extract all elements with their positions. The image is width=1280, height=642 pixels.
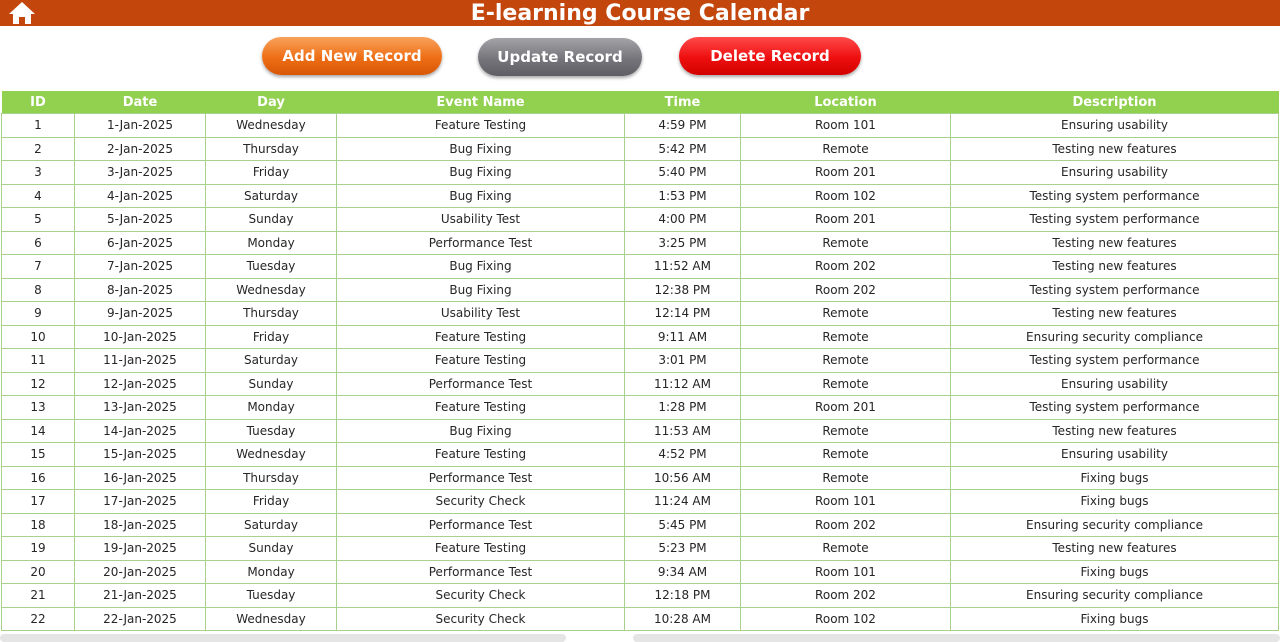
cell-event-name[interactable]: Security Check <box>337 584 625 608</box>
cell-location[interactable]: Room 202 <box>741 584 951 608</box>
add-new-record-button[interactable]: Add New Record <box>262 37 442 75</box>
column-header-event-name[interactable]: Event Name <box>337 91 625 114</box>
cell-date[interactable]: 11-Jan-2025 <box>75 349 206 373</box>
cell-location[interactable]: Remote <box>741 372 951 396</box>
cell-location[interactable]: Room 201 <box>741 208 951 232</box>
cell-date[interactable]: 3-Jan-2025 <box>75 161 206 185</box>
cell-day[interactable]: Sunday <box>206 208 337 232</box>
cell-id[interactable]: 19 <box>2 537 75 561</box>
table-row[interactable] <box>2 607 1279 631</box>
column-header-id[interactable]: ID <box>2 91 75 114</box>
cell-id[interactable]: 4 <box>2 184 75 208</box>
cell-time[interactable]: 12:18 PM <box>625 584 741 608</box>
cell-id[interactable]: 1 <box>2 114 75 138</box>
cell-date[interactable]: 15-Jan-2025 <box>75 443 206 467</box>
cell-location[interactable]: Remote <box>741 443 951 467</box>
cell-event-name[interactable]: Security Check <box>337 490 625 514</box>
title-bar <box>0 0 1280 26</box>
cell-id[interactable]: 16 <box>2 466 75 490</box>
cell-event-name[interactable]: Feature Testing <box>337 396 625 420</box>
horizontal-scrollbar-right[interactable] <box>633 634 1280 642</box>
cell-time[interactable]: 5:40 PM <box>625 161 741 185</box>
table-row[interactable] <box>2 278 1279 302</box>
cell-time[interactable]: 1:53 PM <box>625 184 741 208</box>
table-row[interactable] <box>2 325 1279 349</box>
table-row[interactable] <box>2 443 1279 467</box>
cell-event-name[interactable]: Performance Test <box>337 372 625 396</box>
cell-event-name[interactable]: Feature Testing <box>337 537 625 561</box>
cell-event-name[interactable]: Security Check <box>337 607 625 631</box>
cell-day[interactable]: Saturday <box>206 513 337 537</box>
cell-time[interactable]: 3:25 PM <box>625 231 741 255</box>
cell-date[interactable]: 21-Jan-2025 <box>75 584 206 608</box>
cell-date[interactable]: 17-Jan-2025 <box>75 490 206 514</box>
table-row[interactable] <box>2 137 1279 161</box>
cell-event-name[interactable]: Performance Test <box>337 231 625 255</box>
table-row[interactable] <box>2 466 1279 490</box>
cell-date[interactable]: 10-Jan-2025 <box>75 325 206 349</box>
cell-event-name[interactable]: Bug Fixing <box>337 278 625 302</box>
table-row[interactable] <box>2 161 1279 185</box>
cell-id[interactable]: 21 <box>2 584 75 608</box>
cell-description[interactable]: Testing new features <box>951 302 1279 326</box>
cell-location[interactable]: Room 201 <box>741 396 951 420</box>
cell-location[interactable]: Room 102 <box>741 184 951 208</box>
cell-description[interactable]: Fixing bugs <box>951 607 1279 631</box>
cell-id[interactable]: 7 <box>2 255 75 279</box>
cell-day[interactable]: Tuesday <box>206 419 337 443</box>
column-header-location[interactable]: Location <box>741 91 951 114</box>
table-row[interactable] <box>2 114 1279 138</box>
cell-day[interactable]: Friday <box>206 490 337 514</box>
cell-id[interactable]: 22 <box>2 607 75 631</box>
cell-description[interactable]: Testing system performance <box>951 184 1279 208</box>
cell-date[interactable]: 7-Jan-2025 <box>75 255 206 279</box>
cell-id[interactable]: 2 <box>2 137 75 161</box>
table-row[interactable] <box>2 302 1279 326</box>
cell-description[interactable]: Testing new features <box>951 537 1279 561</box>
cell-location[interactable]: Room 101 <box>741 490 951 514</box>
cell-day[interactable]: Monday <box>206 560 337 584</box>
cell-date[interactable]: 4-Jan-2025 <box>75 184 206 208</box>
cell-day[interactable]: Thursday <box>206 466 337 490</box>
table-row[interactable] <box>2 537 1279 561</box>
cell-event-name[interactable]: Bug Fixing <box>337 419 625 443</box>
cell-time[interactable]: 5:23 PM <box>625 537 741 561</box>
cell-event-name[interactable]: Performance Test <box>337 560 625 584</box>
cell-time[interactable]: 9:34 AM <box>625 560 741 584</box>
cell-time[interactable]: 4:00 PM <box>625 208 741 232</box>
cell-description[interactable]: Testing system performance <box>951 396 1279 420</box>
column-header-description[interactable]: Description <box>951 91 1279 114</box>
cell-day[interactable]: Wednesday <box>206 607 337 631</box>
cell-location[interactable]: Remote <box>741 537 951 561</box>
cell-location[interactable]: Room 202 <box>741 513 951 537</box>
table-row[interactable] <box>2 372 1279 396</box>
cell-day[interactable]: Sunday <box>206 372 337 396</box>
table-row[interactable] <box>2 396 1279 420</box>
cell-date[interactable]: 20-Jan-2025 <box>75 560 206 584</box>
records-table <box>1 91 1279 631</box>
cell-location[interactable]: Room 202 <box>741 278 951 302</box>
cell-event-name[interactable]: Bug Fixing <box>337 137 625 161</box>
cell-event-name[interactable]: Feature Testing <box>337 325 625 349</box>
cell-date[interactable]: 9-Jan-2025 <box>75 302 206 326</box>
cell-date[interactable]: 18-Jan-2025 <box>75 513 206 537</box>
cell-date[interactable]: 13-Jan-2025 <box>75 396 206 420</box>
cell-description[interactable]: Testing system performance <box>951 278 1279 302</box>
table-row[interactable] <box>2 560 1279 584</box>
cell-day[interactable]: Thursday <box>206 302 337 326</box>
cell-description[interactable]: Testing new features <box>951 231 1279 255</box>
cell-id[interactable]: 9 <box>2 302 75 326</box>
column-header-day[interactable]: Day <box>206 91 337 114</box>
cell-day[interactable]: Tuesday <box>206 584 337 608</box>
cell-time[interactable]: 4:59 PM <box>625 114 741 138</box>
cell-id[interactable]: 12 <box>2 372 75 396</box>
cell-time[interactable]: 4:52 PM <box>625 443 741 467</box>
home-icon[interactable] <box>6 0 38 26</box>
cell-time[interactable]: 1:28 PM <box>625 396 741 420</box>
cell-date[interactable]: 8-Jan-2025 <box>75 278 206 302</box>
cell-day[interactable]: Wednesday <box>206 114 337 138</box>
table-body <box>2 114 1279 631</box>
cell-location[interactable]: Room 201 <box>741 161 951 185</box>
cell-date[interactable]: 1-Jan-2025 <box>75 114 206 138</box>
cell-description[interactable]: Testing system performance <box>951 208 1279 232</box>
table-row[interactable] <box>2 255 1279 279</box>
cell-day[interactable]: Tuesday <box>206 255 337 279</box>
cell-event-name[interactable]: Performance Test <box>337 466 625 490</box>
page-title: E-learning Course Calendar <box>470 0 810 26</box>
cell-description[interactable]: Testing new features <box>951 419 1279 443</box>
cell-id[interactable]: 10 <box>2 325 75 349</box>
cell-day[interactable]: Saturday <box>206 184 337 208</box>
table-header-row <box>2 91 1279 114</box>
table-row[interactable] <box>2 490 1279 514</box>
cell-description[interactable]: Ensuring security compliance <box>951 584 1279 608</box>
table-row[interactable] <box>2 208 1279 232</box>
cell-description[interactable]: Fixing bugs <box>951 490 1279 514</box>
cell-id[interactable]: 14 <box>2 419 75 443</box>
cell-time[interactable]: 3:01 PM <box>625 349 741 373</box>
table-row[interactable] <box>2 349 1279 373</box>
cell-date[interactable]: 2-Jan-2025 <box>75 137 206 161</box>
cell-description[interactable]: Ensuring usability <box>951 372 1279 396</box>
cell-date[interactable]: 12-Jan-2025 <box>75 372 206 396</box>
cell-description[interactable]: Testing new features <box>951 137 1279 161</box>
delete-record-button[interactable]: Delete Record <box>679 37 861 75</box>
cell-time[interactable]: 11:24 AM <box>625 490 741 514</box>
cell-event-name[interactable]: Bug Fixing <box>337 184 625 208</box>
cell-id[interactable]: 3 <box>2 161 75 185</box>
cell-day[interactable]: Saturday <box>206 349 337 373</box>
cell-event-name[interactable]: Feature Testing <box>337 114 625 138</box>
cell-day[interactable]: Friday <box>206 325 337 349</box>
cell-id[interactable]: 18 <box>2 513 75 537</box>
cell-description[interactable]: Ensuring usability <box>951 443 1279 467</box>
cell-location[interactable]: Room 202 <box>741 255 951 279</box>
cell-time[interactable]: 5:45 PM <box>625 513 741 537</box>
cell-description[interactable]: Ensuring security compliance <box>951 513 1279 537</box>
cell-id[interactable]: 11 <box>2 349 75 373</box>
cell-description[interactable]: Testing new features <box>951 255 1279 279</box>
cell-time[interactable]: 11:52 AM <box>625 255 741 279</box>
table-row[interactable] <box>2 419 1279 443</box>
cell-date[interactable]: 16-Jan-2025 <box>75 466 206 490</box>
cell-time[interactable]: 10:28 AM <box>625 607 741 631</box>
cell-event-name[interactable]: Usability Test <box>337 302 625 326</box>
cell-event-name[interactable]: Usability Test <box>337 208 625 232</box>
cell-time[interactable]: 9:11 AM <box>625 325 741 349</box>
cell-event-name[interactable]: Feature Testing <box>337 443 625 467</box>
cell-location[interactable]: Room 101 <box>741 114 951 138</box>
cell-time[interactable]: 11:53 AM <box>625 419 741 443</box>
cell-day[interactable]: Sunday <box>206 537 337 561</box>
cell-day[interactable]: Monday <box>206 231 337 255</box>
cell-location[interactable]: Remote <box>741 137 951 161</box>
cell-date[interactable]: 14-Jan-2025 <box>75 419 206 443</box>
cell-time[interactable]: 12:38 PM <box>625 278 741 302</box>
cell-location[interactable]: Remote <box>741 302 951 326</box>
cell-id[interactable]: 6 <box>2 231 75 255</box>
cell-id[interactable]: 20 <box>2 560 75 584</box>
update-record-button[interactable]: Update Record <box>478 38 642 76</box>
cell-id[interactable]: 13 <box>2 396 75 420</box>
cell-time[interactable]: 10:56 AM <box>625 466 741 490</box>
cell-date[interactable]: 22-Jan-2025 <box>75 607 206 631</box>
cell-day[interactable]: Wednesday <box>206 278 337 302</box>
cell-day[interactable]: Thursday <box>206 137 337 161</box>
cell-date[interactable]: 6-Jan-2025 <box>75 231 206 255</box>
cell-location[interactable]: Room 101 <box>741 560 951 584</box>
cell-location[interactable]: Remote <box>741 231 951 255</box>
table-row[interactable] <box>2 231 1279 255</box>
cell-description[interactable]: Fixing bugs <box>951 466 1279 490</box>
cell-date[interactable]: 5-Jan-2025 <box>75 208 206 232</box>
cell-location[interactable]: Remote <box>741 466 951 490</box>
cell-id[interactable]: 15 <box>2 443 75 467</box>
table-row[interactable] <box>2 513 1279 537</box>
cell-day[interactable]: Monday <box>206 396 337 420</box>
cell-time[interactable]: 12:14 PM <box>625 302 741 326</box>
cell-location[interactable]: Remote <box>741 325 951 349</box>
cell-event-name[interactable]: Bug Fixing <box>337 255 625 279</box>
column-header-date[interactable]: Date <box>75 91 206 114</box>
cell-id[interactable]: 5 <box>2 208 75 232</box>
cell-event-name[interactable]: Bug Fixing <box>337 161 625 185</box>
cell-location[interactable]: Room 102 <box>741 607 951 631</box>
cell-description[interactable]: Testing system performance <box>951 349 1279 373</box>
cell-location[interactable]: Remote <box>741 419 951 443</box>
cell-event-name[interactable]: Feature Testing <box>337 349 625 373</box>
cell-location[interactable]: Remote <box>741 349 951 373</box>
cell-day[interactable]: Wednesday <box>206 443 337 467</box>
cell-date[interactable]: 19-Jan-2025 <box>75 537 206 561</box>
cell-time[interactable]: 5:42 PM <box>625 137 741 161</box>
table-row[interactable] <box>2 584 1279 608</box>
cell-id[interactable]: 17 <box>2 490 75 514</box>
cell-id[interactable]: 8 <box>2 278 75 302</box>
cell-description[interactable]: Ensuring security compliance <box>951 325 1279 349</box>
cell-description[interactable]: Ensuring usability <box>951 114 1279 138</box>
cell-day[interactable]: Friday <box>206 161 337 185</box>
cell-description[interactable]: Fixing bugs <box>951 560 1279 584</box>
cell-description[interactable]: Ensuring usability <box>951 161 1279 185</box>
horizontal-scrollbar-left[interactable] <box>0 634 566 642</box>
column-header-time[interactable]: Time <box>625 91 741 114</box>
cell-event-name[interactable]: Performance Test <box>337 513 625 537</box>
cell-time[interactable]: 11:12 AM <box>625 372 741 396</box>
table-row[interactable] <box>2 184 1279 208</box>
